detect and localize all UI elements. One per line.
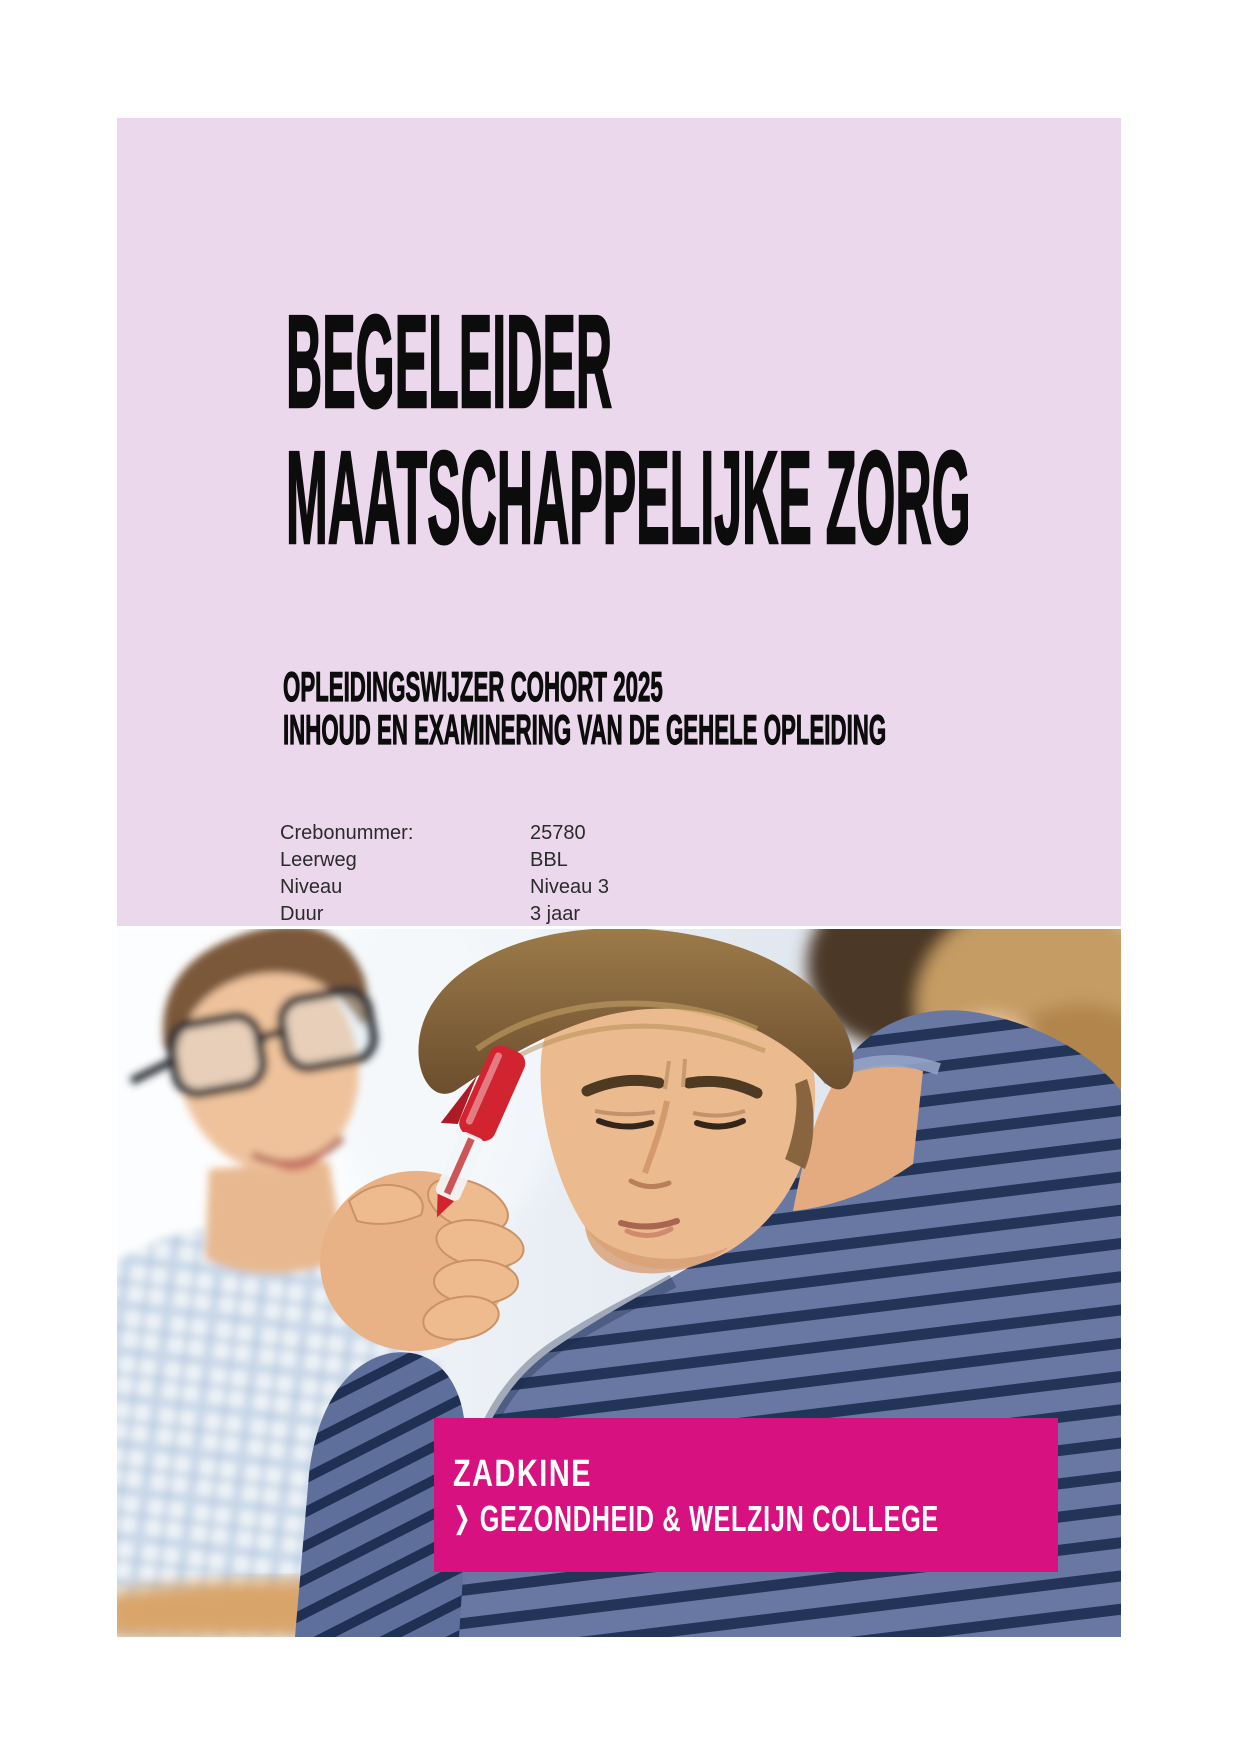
table-row xyxy=(280,847,989,874)
cover-photo xyxy=(117,929,1121,1637)
zadkine-banner xyxy=(434,1418,1058,1572)
detail-label: Leerweg xyxy=(280,849,357,871)
detail-label: Niveau xyxy=(280,876,343,898)
subtitle-line-1: OPLEIDINGSWIJZER COHORT 2025 xyxy=(283,663,663,710)
table-row xyxy=(280,820,989,847)
detail-label: Crebonummer: xyxy=(280,822,414,844)
title-line-2: MAATSCHAPPELIJKE ZORG xyxy=(286,424,971,571)
detail-label: Duur xyxy=(280,903,324,925)
page-title xyxy=(286,288,1240,571)
zadkine-logo: ZADKINE xyxy=(453,1453,592,1495)
college-name: GEZONDHEID & WELZIJN COLLEGE xyxy=(479,1498,939,1539)
subtitle-line-2: INHOUD EN EXAMINERING VAN DE GEHELE OPLEIDING xyxy=(283,706,887,753)
table-row xyxy=(280,874,989,901)
cover-panel xyxy=(117,118,1121,926)
college-name-line xyxy=(453,1498,939,1539)
page-subtitle xyxy=(283,665,1240,751)
table-row xyxy=(280,901,989,928)
detail-value: 25780 xyxy=(530,822,586,844)
detail-value: Niveau 3 xyxy=(530,876,609,898)
detail-value: BBL xyxy=(530,849,568,871)
chevron-right-icon: ❯ xyxy=(453,1501,472,1536)
title-line-1: BEGELEIDER xyxy=(286,288,613,435)
detail-value: 3 jaar xyxy=(530,903,581,925)
